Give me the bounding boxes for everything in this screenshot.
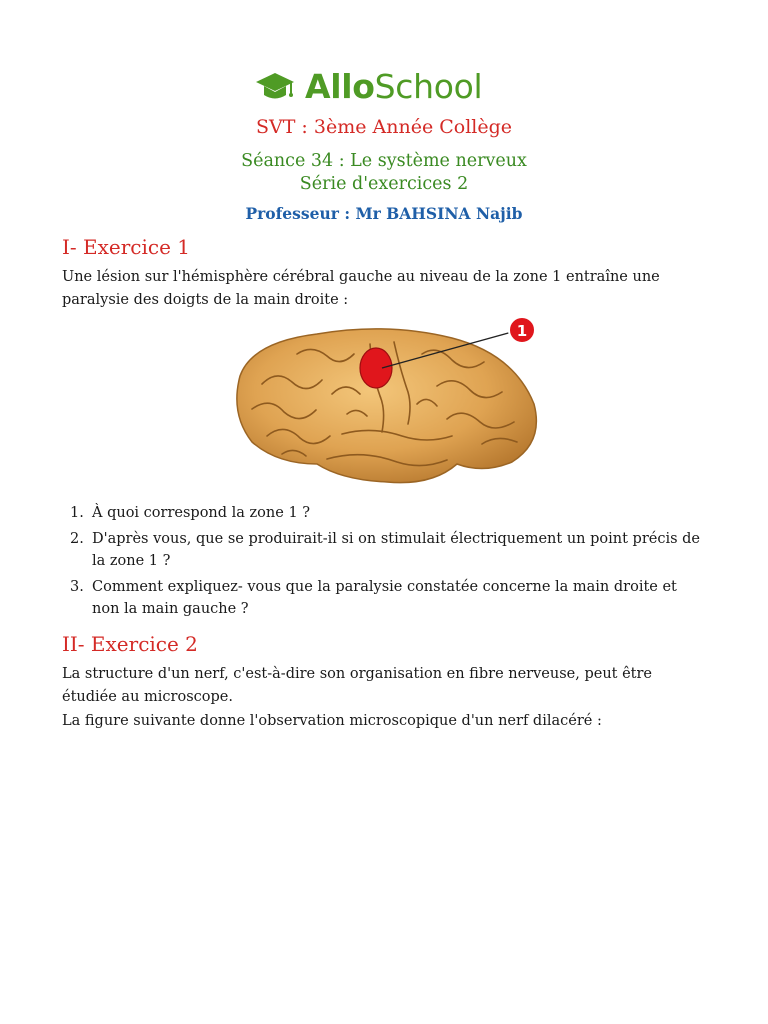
logo-text-bold: Allo [305,67,375,106]
exercise2-paragraph-1: La structure d'un nerf, c'est-à-dire son organisation en fibre nerveuse, peut être étudiée au microscope. [62,666,653,705]
exercise2-paragraph-2: La figure suivante donne l'observation microscopique d'un nerf dilacéré : [62,713,602,729]
question-item [62,576,708,621]
seance-title: Séance 34 : Le système nerveux [241,151,527,171]
question-number: 3. [70,578,84,595]
graduation-cap-icon [255,69,295,105]
exercise1-questions [62,502,708,624]
brain-hemisphere [237,329,537,483]
lesion-zone-1 [360,348,392,388]
subject-title: SVT : 3ème Année Collège [255,116,513,138]
question-number: 1. [70,505,84,521]
question-item [62,528,708,573]
question-text: À quoi correspond la zone 1 ? [92,505,311,521]
question-item [62,502,708,525]
serie-title: Série d'exercices 2 [299,174,469,194]
logo-text [305,64,482,110]
professor-name: Professeur : Mr BAHSINA Najib [245,204,523,223]
question-text: Comment expliquez- vous que la paralysie constatée concerne la main droite et non la main gauche ? [92,578,677,617]
logo-text-regular: School [374,67,483,106]
alloschool-logo [255,64,482,110]
question-number: 2. [70,530,84,547]
exercise2-heading: II- Exercice 2 [62,632,198,656]
brain-figure [222,314,542,494]
exercise1-intro: Une lésion sur l'hémisphère cérébral gauche au niveau de la zone 1 entraîne une paralysie des doigts de la main droite : [62,269,660,308]
zone-1-label: 1 [516,322,528,340]
question-text: D'après vous, que se produirait-il si on stimulait électriquement un point précis de la zone 1 ? [92,530,701,569]
exercise1-heading: I- Exercice 1 [62,235,191,259]
